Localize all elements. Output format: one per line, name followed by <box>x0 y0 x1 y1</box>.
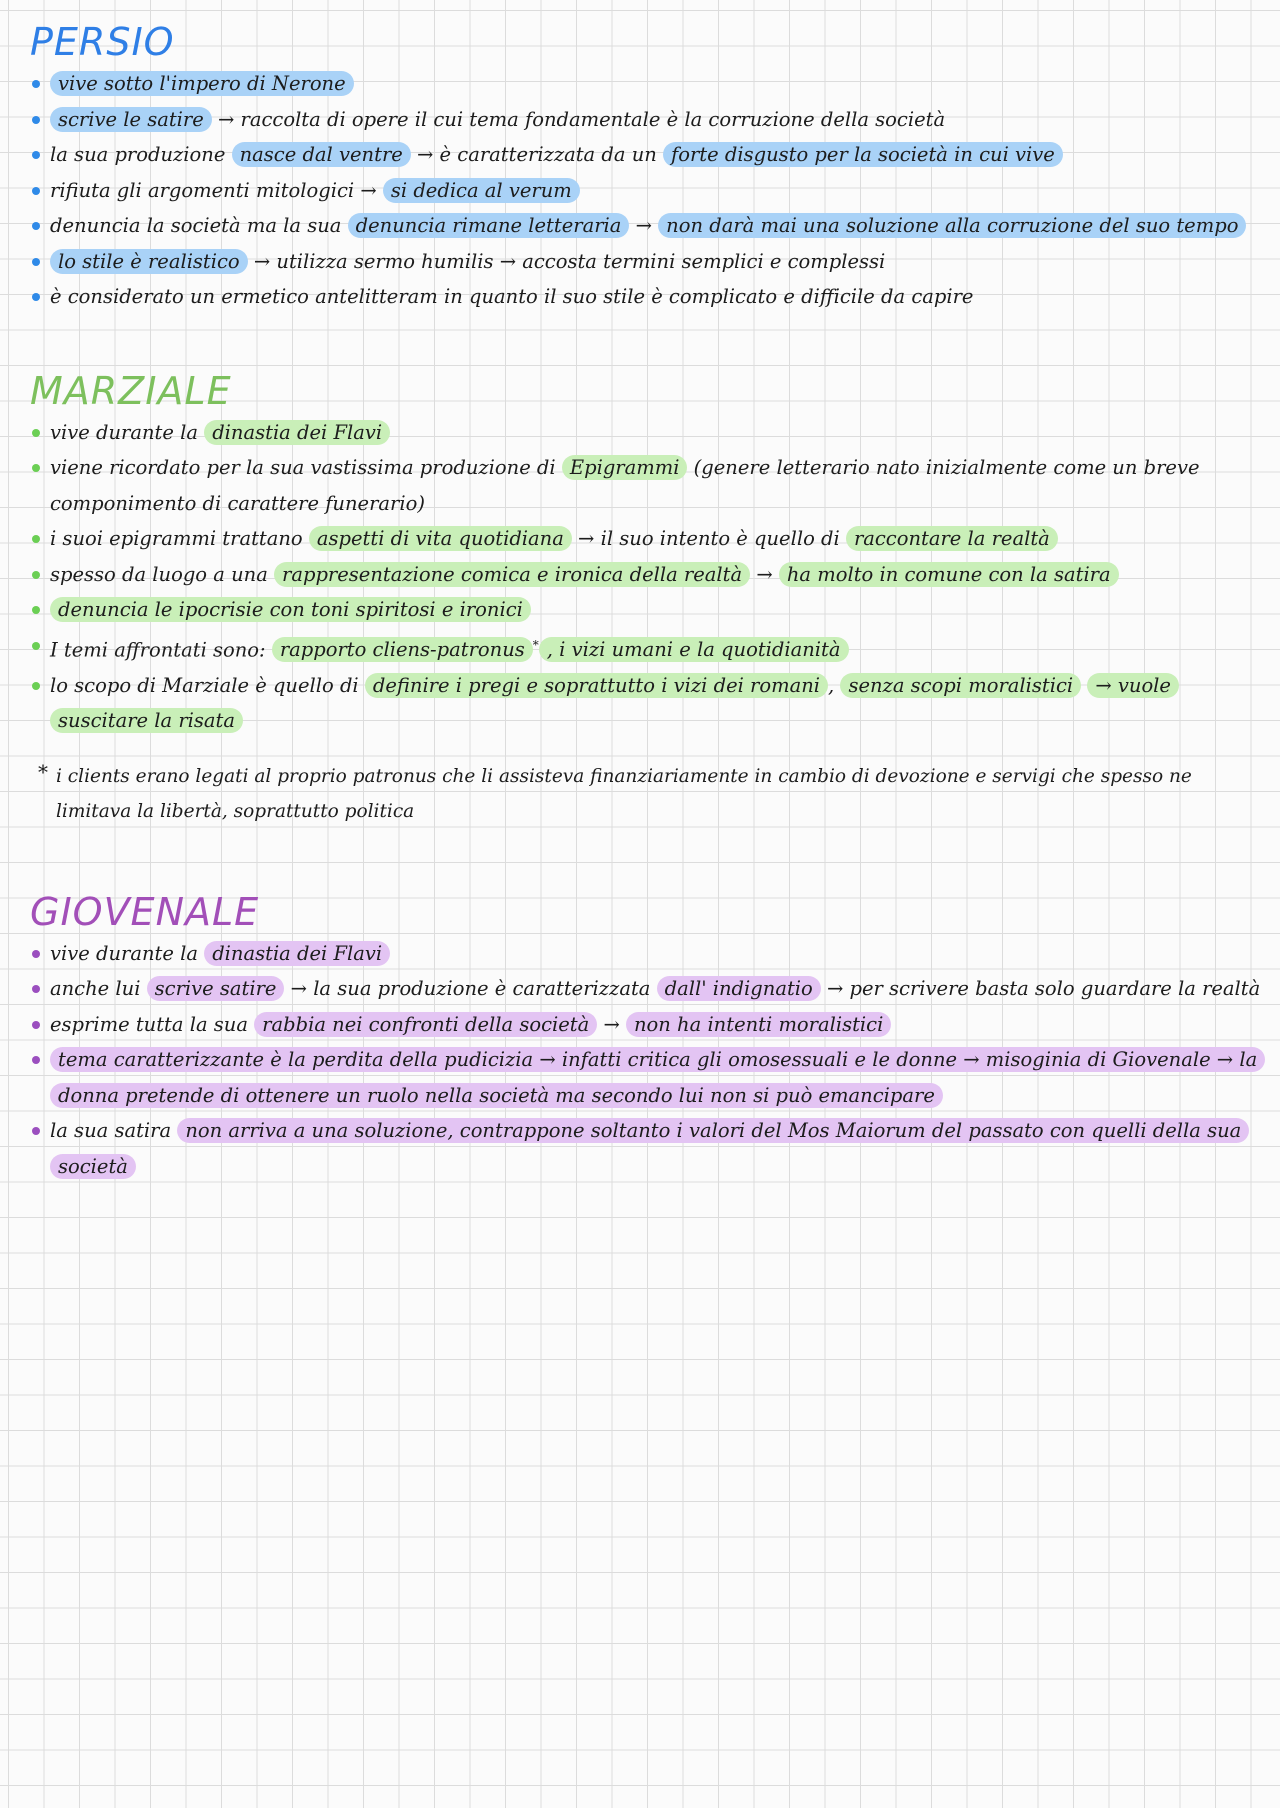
text: → per scrivere basta solo guardare la realtà <box>820 977 1261 1000</box>
footnote-text: i clients erano legati al proprio patronus che li assisteva finanziariamente in cambio di devozione e servigi che spesso ne limitava la libertà, soprattutto politica <box>56 765 1192 822</box>
highlight: si dedica al verum <box>383 178 580 203</box>
list-item <box>24 66 1264 102</box>
text: I temi affrontati sono: <box>50 638 272 661</box>
list-item <box>24 1113 1264 1184</box>
text: anche lui <box>50 977 147 1000</box>
text: (genere letterario nato inizialmente come un breve componimento di carattere funerario) <box>50 456 1200 515</box>
list-item <box>24 936 1264 972</box>
section-marziale <box>24 367 1264 830</box>
list-item <box>24 592 1264 628</box>
notes-page <box>24 18 1264 1184</box>
text: esprime tutta la sua <box>50 1012 255 1036</box>
giovenale-list <box>24 936 1264 1185</box>
text: viene ricordato per la sua vastissima produzione di <box>50 456 562 479</box>
highlight: nasce dal ventre <box>232 142 411 167</box>
section-persio <box>24 18 1264 315</box>
section-title-marziale: MARZIALE <box>30 368 232 413</box>
highlight: tema caratterizzante è la perdita della pudicizia → infatti critica gli omosessuali e le donne → misoginia di Giovenale → la donna pretende di ottenere un ruolo nella società ma secondo lui non si può emancipare <box>50 1047 1265 1108</box>
list-item <box>24 1007 1264 1043</box>
highlight: definire i pregi e soprattutto i vizi dei romani <box>365 673 828 698</box>
text: denuncia la società ma la sua <box>50 214 348 237</box>
text: → la sua produzione è caratterizzata <box>284 977 657 1000</box>
highlight: rapporto cliens-patronus <box>272 637 533 662</box>
list-item <box>24 1042 1264 1113</box>
list-item <box>24 208 1264 244</box>
list-item <box>24 628 1264 668</box>
text: → <box>750 562 779 586</box>
text: → raccolta di opere il cui tema fondamentale è la corruzione della società <box>218 107 946 131</box>
highlight: dinastia dei Flavi <box>204 941 390 966</box>
text: spesso da luogo a una <box>50 562 275 586</box>
highlight: non ha intenti moralistici <box>626 1012 891 1037</box>
marziale-list <box>24 415 1264 739</box>
text: la sua satira <box>50 1119 178 1142</box>
highlight: senza scopi moralistici <box>840 673 1081 698</box>
footnote-marker: * <box>532 637 539 652</box>
list-item <box>24 557 1264 593</box>
highlight: aspetti di vita quotidiana <box>309 526 572 551</box>
highlight: ha molto in comune con la satira <box>779 562 1119 587</box>
text: → il suo intento è quello di <box>571 527 846 550</box>
highlight: non arriva a una soluzione, contrappone soltanto i valori del Mos Maiorum del passato con quelli della sua società <box>50 1118 1249 1179</box>
highlight: denuncia rimane letteraria <box>348 213 630 238</box>
text: la sua produzione <box>50 143 232 166</box>
highlight: dall' indignatio <box>657 976 821 1001</box>
text: lo scopo di Marziale è quello di <box>50 673 365 697</box>
footnote <box>24 759 1264 830</box>
highlight: → vuole suscitare la risata <box>50 673 1179 734</box>
text: → <box>597 1012 626 1036</box>
text: i suoi epigrammi trattano <box>50 527 309 550</box>
highlight: rappresentazione comica e ironica della realtà <box>274 562 750 587</box>
text: è considerato un ermetico antelitteram in quanto il suo stile è complicato e difficile da capire <box>50 285 974 308</box>
persio-list <box>24 66 1264 315</box>
text: , <box>828 673 841 697</box>
text: → è caratterizzata da un <box>410 143 664 166</box>
section-title-giovenale: GIOVENALE <box>30 889 260 934</box>
highlight: Epigrammi <box>562 455 688 480</box>
list-item <box>24 668 1264 739</box>
list-item <box>24 279 1264 315</box>
highlight: rabbia nei confronti della società <box>254 1012 597 1037</box>
list-item <box>24 450 1264 521</box>
section-title-persio: PERSIO <box>30 20 175 64</box>
text: vive durante la <box>50 420 205 444</box>
text: → <box>629 214 659 237</box>
section-giovenale <box>24 888 1264 1185</box>
list-item <box>24 173 1264 209</box>
highlight: scrive le satire <box>50 107 212 132</box>
list-item <box>24 415 1264 451</box>
highlight: scrive satire <box>147 976 285 1001</box>
highlight: vive sotto l'impero di Nerone <box>50 71 354 96</box>
footnote-star: * <box>38 759 48 784</box>
highlight: lo stile è realistico <box>50 249 248 274</box>
highlight: denuncia le ipocrisie con toni spiritosi e ironici <box>50 597 531 622</box>
list-item <box>24 244 1264 280</box>
list-item <box>24 521 1264 557</box>
list-item <box>24 971 1264 1007</box>
text: vive durante la <box>50 941 205 965</box>
text: rifiuta gli argomenti mitologici → <box>50 178 383 202</box>
highlight: dinastia dei Flavi <box>204 420 390 445</box>
list-item <box>24 102 1264 138</box>
list-item <box>24 137 1264 173</box>
highlight: raccontare la realtà <box>846 526 1058 551</box>
text: → utilizza sermo humilis → accosta termini semplici e complessi <box>247 249 886 273</box>
highlight: non darà mai una soluzione alla corruzione del suo tempo <box>658 213 1246 238</box>
highlight: forte disgusto per la società in cui vive <box>663 142 1063 167</box>
highlight: , i vizi umani e la quotidianità <box>539 637 849 662</box>
